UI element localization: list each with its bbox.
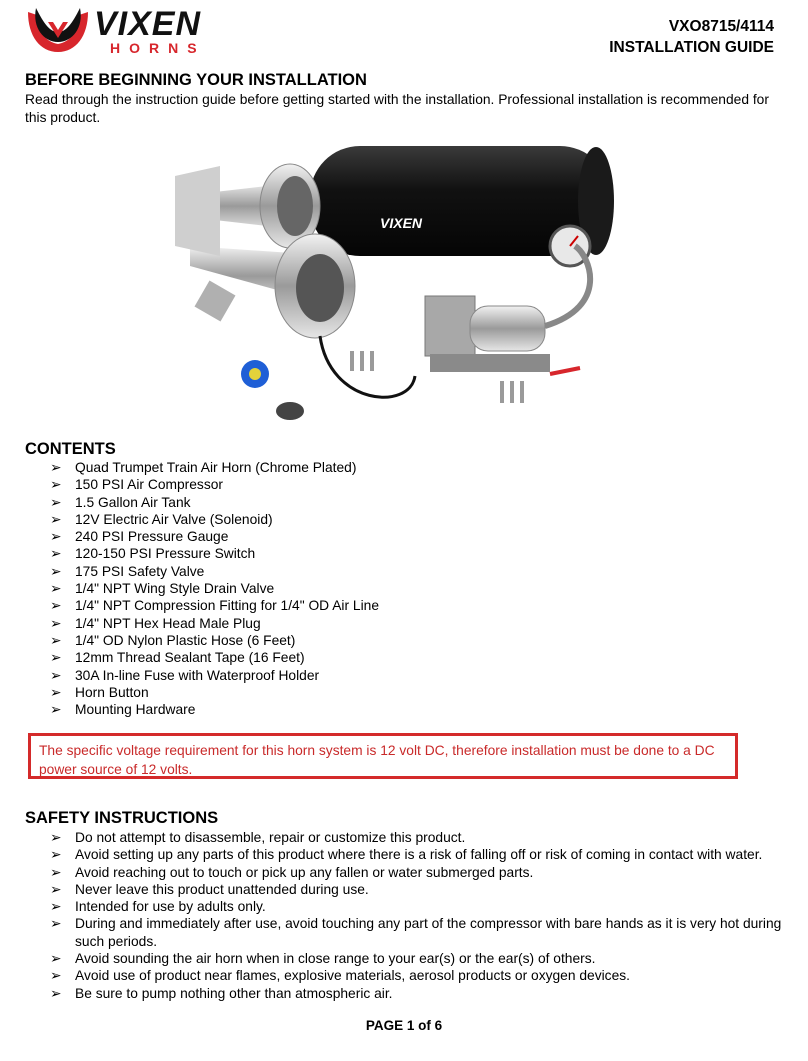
list-item: ➢ 120-150 PSI Pressure Switch xyxy=(50,546,256,562)
arrow-bullet-icon: ➢ xyxy=(50,511,62,527)
arrow-bullet-icon: ➢ xyxy=(50,650,62,666)
arrow-bullet-icon: ➢ xyxy=(50,684,62,700)
list-item: ➢ 1/4" NPT Wing Style Drain Valve xyxy=(50,581,275,597)
list-item: ➢ 240 PSI Pressure Gauge xyxy=(50,529,229,545)
list-item: ➢ Intended for use by adults only. xyxy=(50,899,266,915)
list-item: ➢ Avoid setting up any parts of this product where there is a risk of falling off or risk of coming in contact with water. xyxy=(50,847,763,863)
list-item: ➢ During and immediately after use, avoid touching any part of the compressor with bare hands as it is very hot during such periods. xyxy=(50,916,782,949)
arrow-bullet-icon: ➢ xyxy=(50,494,62,510)
arrow-bullet-icon: ➢ xyxy=(50,632,62,648)
voltage-warning-box xyxy=(28,733,738,779)
arrow-bullet-icon: ➢ xyxy=(50,951,62,967)
arrow-bullet-icon: ➢ xyxy=(50,847,62,863)
arrow-bullet-icon: ➢ xyxy=(50,881,62,897)
list-item: ➢ 1/4" NPT Hex Head Male Plug xyxy=(50,615,261,631)
list-item: ➢ Mounting Hardware xyxy=(50,702,196,718)
arrow-bullet-icon: ➢ xyxy=(50,581,62,597)
contents-list xyxy=(50,459,379,718)
list-item: ➢ 1/4" OD Nylon Plastic Hose (6 Feet) xyxy=(50,632,296,648)
list-item: ➢ Horn Button xyxy=(50,684,149,700)
list-item: ➢ 175 PSI Safety Valve xyxy=(50,563,205,579)
svg-text:VIXEN: VIXEN xyxy=(94,5,202,43)
product-photo xyxy=(160,136,640,436)
arrow-bullet-icon: ➢ xyxy=(50,477,62,493)
contents-heading: CONTENTS xyxy=(25,440,116,458)
list-item: ➢ 1.5 Gallon Air Tank xyxy=(50,494,191,510)
warning-text: The specific voltage requirement for this horn system is 12 volt DC, therefore installation must be done to a DC power source of 12 volts. xyxy=(39,743,715,777)
before-heading: BEFORE BEGINNING YOUR INSTALLATION xyxy=(25,71,367,89)
arrow-bullet-icon: ➢ xyxy=(50,460,62,475)
list-item: ➢ Avoid reaching out to touch or pick up any fallen or water submerged parts. xyxy=(50,864,534,880)
list-item: ➢ Avoid sounding the air horn when in close range to your ear(s) or the ear(s) of others. xyxy=(50,951,596,967)
horns-emblem-icon xyxy=(28,8,88,52)
list-item: ➢ 1/4" NPT Compression Fitting for 1/4" OD Air Line xyxy=(50,598,379,614)
arrow-bullet-icon: ➢ xyxy=(50,615,62,631)
arrow-bullet-icon: ➢ xyxy=(50,529,62,545)
list-item: ➢ 12V Electric Air Valve (Solenoid) xyxy=(50,511,273,527)
list-item: ➢ Avoid use of product near flames, explosive materials, aerosol products or oxygen devices. xyxy=(50,968,630,984)
arrow-bullet-icon: ➢ xyxy=(50,899,62,915)
svg-text:HORNS: HORNS xyxy=(110,40,206,56)
part-number: VXO8715/4114 xyxy=(668,18,774,35)
guide-title: INSTALLATION GUIDE xyxy=(609,39,774,56)
arrow-bullet-icon: ➢ xyxy=(50,916,62,932)
arrow-bullet-icon: ➢ xyxy=(50,968,62,984)
arrow-bullet-icon: ➢ xyxy=(50,667,62,683)
list-item: ➢ Quad Trumpet Train Air Horn (Chrome Plated) xyxy=(50,460,357,475)
list-item: ➢ Never leave this product unattended during use. xyxy=(50,881,369,897)
page-number: PAGE 1 of 6 xyxy=(365,1018,443,1033)
svg-text:VIXEN: VIXEN xyxy=(380,215,423,231)
arrow-bullet-icon: ➢ xyxy=(50,702,62,718)
list-item: ➢ 12mm Thread Sealant Tape (16 Feet) xyxy=(50,650,305,666)
document-id xyxy=(609,16,774,58)
arrow-bullet-icon: ➢ xyxy=(50,985,62,1001)
list-item: ➢ 30A In-line Fuse with Waterproof Holder xyxy=(50,667,320,683)
safety-heading: SAFETY INSTRUCTIONS xyxy=(25,809,219,827)
arrow-bullet-icon: ➢ xyxy=(50,864,62,880)
list-item: ➢ 150 PSI Air Compressor xyxy=(50,477,223,493)
safety-list xyxy=(50,829,785,1002)
vixen-horns-logo xyxy=(26,2,241,56)
arrow-bullet-icon: ➢ xyxy=(50,546,62,562)
list-item: ➢ Do not attempt to disassemble, repair or customize this product. xyxy=(50,830,466,845)
arrow-bullet-icon: ➢ xyxy=(50,598,62,614)
before-text: Read through the instruction guide before getting started with the installation. Professional installation is recommended for this product. xyxy=(25,92,769,125)
arrow-bullet-icon: ➢ xyxy=(50,830,62,845)
arrow-bullet-icon: ➢ xyxy=(50,563,62,579)
list-item: ➢ Be sure to pump nothing other than atmospheric air. xyxy=(50,985,393,1001)
